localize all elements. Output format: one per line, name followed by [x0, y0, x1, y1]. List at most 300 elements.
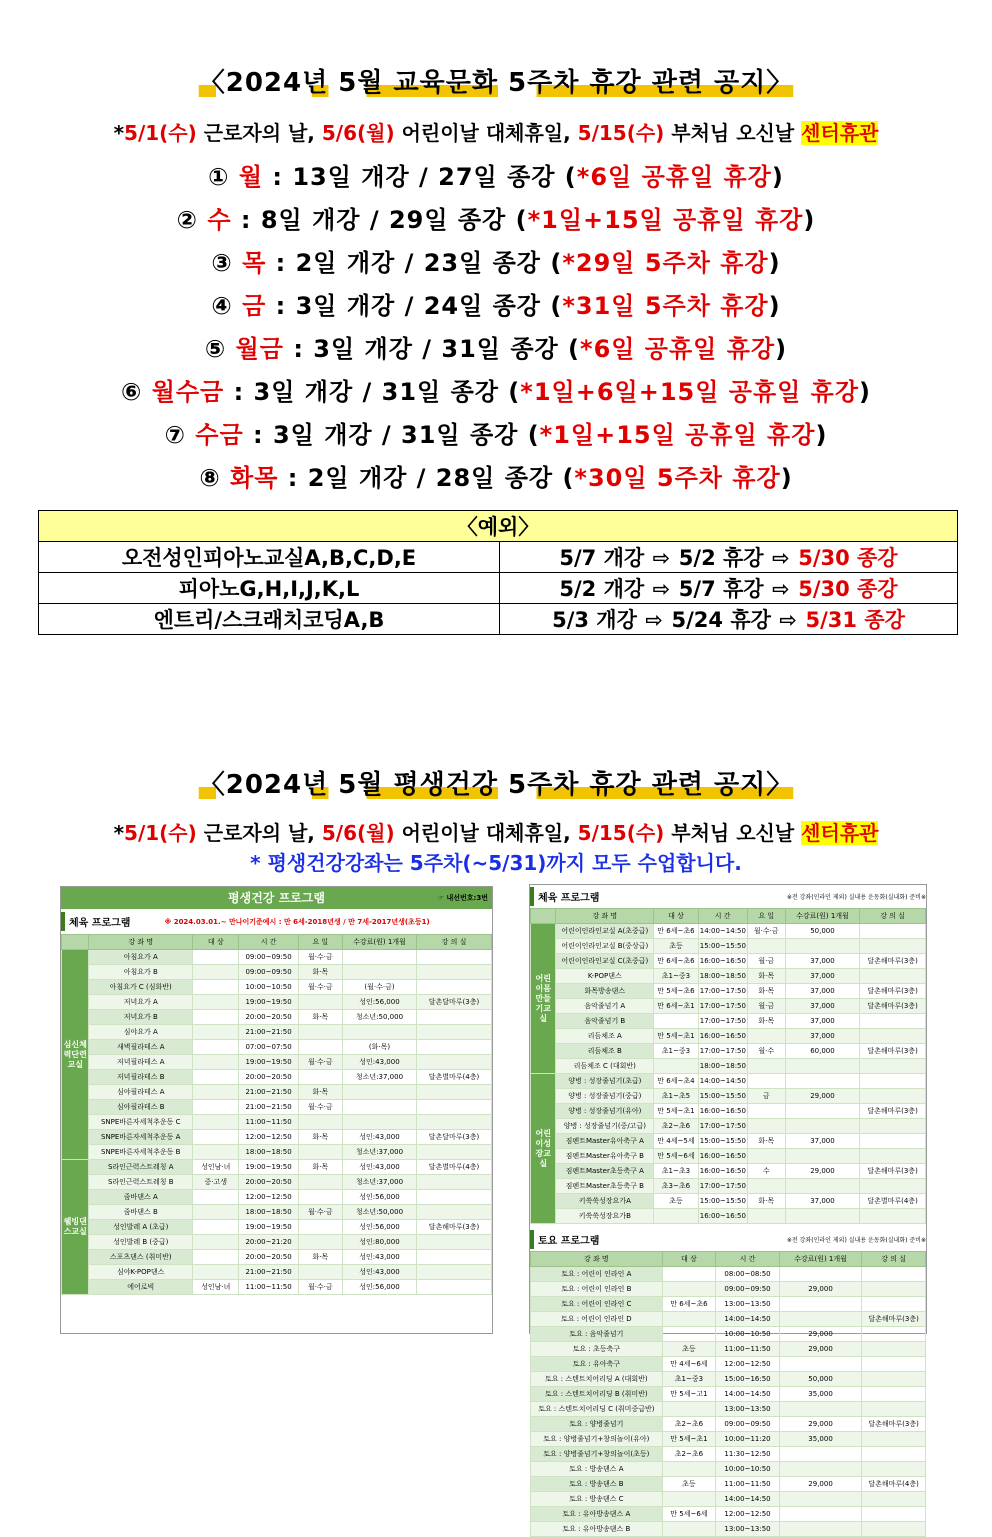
table-cell: 성인:43,000 — [343, 1250, 417, 1265]
table-cell: 토요 : 음악줄넘기 — [531, 1327, 663, 1342]
table-cell — [785, 1074, 859, 1089]
header-cell: 시 간 — [716, 1252, 780, 1267]
table-row — [531, 1507, 926, 1522]
table-cell: 심야필라테스 A — [89, 1085, 193, 1100]
table-row — [531, 1267, 926, 1282]
table-cell: 10:00~11:20 — [716, 1432, 780, 1447]
table-row — [531, 1432, 926, 1447]
table-cell: 10:00~10:50 — [716, 1462, 780, 1477]
table-cell — [343, 1025, 417, 1040]
table-cell: S라인근력스트레칭 A — [89, 1160, 193, 1175]
table-row — [62, 1280, 492, 1295]
table-cell: 월·수·금 — [298, 1205, 342, 1220]
table-cell: (화·목) — [343, 1040, 417, 1055]
table-cell: 짐펜트Master유아축구 B — [556, 1149, 654, 1164]
table-cell: 토요 : 방송댄스 B — [531, 1477, 663, 1492]
table-cell: 성인발레 A (초급) — [89, 1220, 193, 1235]
brochure-right — [529, 884, 927, 1533]
table-cell: 토요 : 어린이 인라인 A — [531, 1267, 663, 1282]
table-cell: 아침요가 B — [89, 965, 193, 980]
table-cell: 만 5세~초1 — [654, 1104, 699, 1119]
table-row — [62, 1145, 492, 1160]
schedule-line — [0, 458, 992, 493]
table-cell — [860, 1029, 926, 1044]
table-cell — [779, 1522, 861, 1537]
schedule-line — [0, 286, 992, 321]
table-cell: 12:00~12:50 — [716, 1357, 780, 1372]
table-cell: 초2~초6 — [662, 1417, 715, 1432]
table-cell: 화·목 — [298, 965, 342, 980]
table-cell — [862, 1462, 926, 1477]
table-cell: 어린이인라인교실 C(초중급) — [556, 954, 654, 969]
line-end: ) — [803, 206, 816, 234]
brochure-right-section2: 토요 프로그램 — [530, 1230, 603, 1249]
table-cell: 월·금 — [747, 954, 785, 969]
table-cell: 줌바댄스 B — [89, 1205, 193, 1220]
table-cell: SNPE바른자세척추운동 C — [89, 1115, 193, 1130]
table-cell: 21:00~21:50 — [239, 1100, 298, 1115]
table-cell — [654, 1014, 699, 1029]
table-row — [531, 1074, 926, 1089]
table-cell — [343, 1115, 417, 1130]
table-row — [62, 1040, 492, 1055]
table-cell: 달촌달마루(3층) — [416, 995, 491, 1010]
arrow-icon: ⇨ — [772, 546, 790, 570]
line-text: : 13일 개강 / 27일 종강 ( — [263, 163, 577, 191]
exception-row — [39, 573, 958, 604]
table-cell: 달촌해마루(3층) — [860, 984, 926, 999]
table-cell — [785, 1179, 859, 1194]
table-cell: 리듬체조 B — [556, 1044, 654, 1059]
table-cell: 월·수·금 — [298, 1100, 342, 1115]
table-row — [62, 1115, 492, 1130]
line-day: 월수금 — [151, 378, 225, 406]
table-cell: 어린이인라인교실 B(중상급) — [556, 939, 654, 954]
table-cell: 저녁요가 A — [89, 995, 193, 1010]
table-cell: 18:00~18:50 — [698, 969, 747, 984]
table-cell: 29,000 — [779, 1417, 861, 1432]
line-number: ⑦ — [164, 421, 196, 449]
table-cell — [747, 1104, 785, 1119]
table-cell: 청소년:37,000 — [343, 1145, 417, 1160]
table-row — [62, 1100, 492, 1115]
table-cell: 15:00~15:50 — [698, 1134, 747, 1149]
table-cell: 08:00~08:50 — [716, 1267, 780, 1282]
schedule-line — [0, 329, 992, 364]
line-note: *6일 공휴일 휴강 — [580, 335, 776, 363]
table-cell — [193, 1190, 239, 1205]
table-cell — [343, 950, 417, 965]
table-cell — [779, 1402, 861, 1417]
table-cell — [416, 950, 491, 965]
table-cell — [298, 1265, 342, 1280]
table-header-row — [531, 909, 926, 924]
table-cell: 11:00~11:50 — [716, 1477, 780, 1492]
table-cell — [193, 965, 239, 980]
table-cell — [298, 995, 342, 1010]
right-note2: ※전 강좌(인라인 제외) 실내용 운동화(실내화) 준비※ — [786, 1237, 926, 1244]
table-cell — [862, 1387, 926, 1402]
table-cell — [193, 1130, 239, 1145]
exception-name: 엔트리/스크래치코딩A,B — [39, 604, 500, 635]
line-note: *1일+15일 공휴일 휴강 — [539, 421, 816, 449]
table-cell — [416, 1010, 491, 1025]
table-cell: 만 6세~초6 — [662, 1297, 715, 1312]
table-cell: 화·목 — [747, 984, 785, 999]
table-cell: 키쑥쑥성장요가A — [556, 1194, 654, 1209]
table-cell — [343, 965, 417, 980]
table-cell: 리듬체조 C (대회반) — [556, 1059, 654, 1074]
line-number: ⑤ — [204, 335, 236, 363]
table-cell: 17:00~17:50 — [698, 999, 747, 1014]
table-row — [531, 1447, 926, 1462]
table-row — [531, 999, 926, 1014]
table-cell: 저녁필라테스 B — [89, 1070, 193, 1085]
table-cell — [862, 1342, 926, 1357]
table-cell: 만 4세~6세 — [662, 1357, 715, 1372]
table-cell — [860, 1179, 926, 1194]
table-row — [531, 1282, 926, 1297]
table-cell — [747, 1209, 785, 1224]
table-cell: 만 5세~초1 — [662, 1432, 715, 1447]
table-cell: SNPE바른자세척추운동 B — [89, 1145, 193, 1160]
table-cell: 달촌해마루(4층) — [862, 1477, 926, 1492]
table-cell — [298, 1145, 342, 1160]
table-cell — [416, 1205, 491, 1220]
table-cell: 심야필라테스 B — [89, 1100, 193, 1115]
table-cell: 초2~초6 — [662, 1447, 715, 1462]
exception-row — [39, 604, 958, 635]
table-cell: 화·목 — [747, 1014, 785, 1029]
line-text: : 2일 개강 / 23일 종강 ( — [266, 249, 563, 277]
right-program-table — [530, 908, 926, 1224]
header-cell: 요 일 — [747, 909, 785, 924]
table-cell: 중·고생 — [193, 1175, 239, 1190]
table-cell — [860, 1089, 926, 1104]
notice2-holiday-line: *5/1(수) 근로자의 날, 5/6(월) 어린이날 대체휴일, 5/15(수) 부처님 오신날 센터휴관 — [113, 821, 879, 845]
table-cell: 성인:56,000 — [343, 995, 417, 1010]
table-cell: 심야요가 A — [89, 1025, 193, 1040]
table-cell: 화목방송댄스 — [556, 984, 654, 999]
line-note: *1일+6일+15일 공휴일 휴강 — [520, 378, 860, 406]
notice2-blue-note: * 평생건강강좌는 5주차(~5/31)까지 모두 수업합니다. — [250, 851, 742, 875]
line-text: : 3일 개강 / 31일 종강 ( — [283, 335, 581, 363]
table-cell — [860, 1209, 926, 1224]
line-day: 월 — [238, 163, 264, 191]
end-date: 5/30 종강 — [790, 577, 898, 601]
table-row — [62, 1235, 492, 1250]
table-cell — [193, 1250, 239, 1265]
exception-dates — [500, 542, 958, 573]
table-cell — [862, 1372, 926, 1387]
table-cell: 달촌해마루(3층) — [862, 1312, 926, 1327]
header-cell: 강 좌 명 — [556, 909, 654, 924]
table-cell: K-POP댄스 — [556, 969, 654, 984]
table-cell: 성인남·녀 — [193, 1160, 239, 1175]
table-row — [62, 1025, 492, 1040]
table-cell — [416, 1055, 491, 1070]
end-date: 5/30 종강 — [790, 546, 898, 570]
table-cell: 13:00~13:50 — [716, 1522, 780, 1537]
table-row — [531, 1194, 926, 1209]
table-cell: 21:00~21:50 — [239, 1265, 298, 1280]
table-cell — [785, 1149, 859, 1164]
table-row — [62, 995, 492, 1010]
table-cell: 초1~초5 — [654, 1089, 699, 1104]
table-cell: 성인:80,000 — [343, 1235, 417, 1250]
table-cell: 성인:56,000 — [343, 1190, 417, 1205]
table-cell: 29,000 — [779, 1477, 861, 1492]
table-cell: 월·금 — [747, 999, 785, 1014]
header-cell: 강 의 실 — [416, 935, 491, 950]
table-cell: 월·수·금 — [747, 924, 785, 939]
table-cell: 달촌별마루(4층) — [416, 1160, 491, 1175]
table-cell: 15:00~16:50 — [716, 1372, 780, 1387]
table-cell — [862, 1432, 926, 1447]
notice1-title: 〈2024년 5월 교육문화 5주차 휴강 관련 공지〉 — [198, 68, 794, 98]
table-row — [62, 1265, 492, 1280]
table-row — [531, 939, 926, 954]
arrow-icon: ⇨ — [652, 546, 671, 570]
table-cell: 스포츠댄스 (취미반) — [89, 1250, 193, 1265]
table-cell: 만 6세~초1 — [654, 999, 699, 1014]
table-cell: 50,000 — [785, 924, 859, 939]
table-cell: 양병 : 성장줄넘기(초급) — [556, 1074, 654, 1089]
table-cell: 만 5세~6세 — [654, 1149, 699, 1164]
table-header-row — [531, 1252, 926, 1267]
line-note: *31일 5주차 휴강 — [562, 292, 769, 320]
table-cell — [298, 1025, 342, 1040]
table-cell: 달촌해마루(3층) — [416, 1220, 491, 1235]
table-cell: 화·목 — [298, 1130, 342, 1145]
table-cell: 심야K-POP댄스 — [89, 1265, 193, 1280]
table-cell — [193, 950, 239, 965]
left-program-table — [61, 934, 492, 1295]
table-cell: 35,000 — [779, 1387, 861, 1402]
table-cell: 양병 : 성장줄넘기(유아) — [556, 1104, 654, 1119]
table-cell — [416, 1190, 491, 1205]
table-cell: 금 — [747, 1089, 785, 1104]
exceptions-table — [38, 510, 958, 635]
table-cell: 양병 : 성장줄넘기(중/고급) — [556, 1119, 654, 1134]
table-cell: 줌바댄스 A — [89, 1190, 193, 1205]
table-cell — [193, 1040, 239, 1055]
table-cell — [747, 1119, 785, 1134]
table-cell: 37,000 — [785, 984, 859, 999]
line-note: *6일 공휴일 휴강 — [576, 163, 772, 191]
table-cell: 토요 : 스텐트치어리딩 B (취미반) — [531, 1387, 663, 1402]
table-row — [531, 1462, 926, 1477]
table-row — [531, 1522, 926, 1537]
table-cell — [860, 1149, 926, 1164]
right-note1: ※전 강좌(인라인 제외) 실내용 운동화(실내화) 준비※ — [786, 894, 926, 901]
table-cell: 성인:56,000 — [343, 1220, 417, 1235]
table-cell: 리듬체조 A — [556, 1029, 654, 1044]
table-cell: 11:30~12:50 — [716, 1447, 780, 1462]
table-cell: 09:00~09:50 — [239, 950, 298, 965]
table-cell: 12:00~12:50 — [239, 1130, 298, 1145]
table-cell: 토요 : 방송댄스 A — [531, 1462, 663, 1477]
table-cell: 성인:43,000 — [343, 1130, 417, 1145]
table-cell: 16:00~16:50 — [698, 1104, 747, 1119]
table-row — [531, 1402, 926, 1417]
table-cell — [193, 980, 239, 995]
table-row — [531, 1164, 926, 1179]
table-cell — [747, 1059, 785, 1074]
table-cell — [860, 939, 926, 954]
table-cell: 29,000 — [785, 1164, 859, 1179]
table-cell — [747, 1179, 785, 1194]
table-row — [62, 965, 492, 980]
table-cell: 초등 — [662, 1477, 715, 1492]
table-cell: 토요 : 양병줄넘기 — [531, 1417, 663, 1432]
table-cell: 음악줄넘기 A — [556, 999, 654, 1014]
notice1-holiday-line: *5/1(수) 근로자의 날, 5/6(월) 어린이날 대체휴일, 5/15(수) 부처님 오신날 센터휴관 — [113, 121, 879, 145]
line-day: 수 — [207, 206, 232, 234]
table-cell — [862, 1492, 926, 1507]
table-cell: 청소년:50,000 — [343, 1205, 417, 1220]
table-cell — [343, 1100, 417, 1115]
line-text: : 3일 개강 / 24일 종강 ( — [266, 292, 563, 320]
table-cell — [860, 1134, 926, 1149]
table-cell: 달촌해마루(3층) — [860, 999, 926, 1014]
table-row — [531, 1327, 926, 1342]
table-row — [62, 1070, 492, 1085]
table-cell — [860, 1014, 926, 1029]
table-cell: S라인근력스트레칭 B — [89, 1175, 193, 1190]
line-day: 목 — [242, 249, 267, 277]
line-number: ② — [176, 206, 208, 234]
table-cell — [779, 1297, 861, 1312]
table-cell: 성인남·녀 — [193, 1280, 239, 1295]
table-cell: 토요 : 양병줄넘기+창의놀이(초등) — [531, 1447, 663, 1462]
table-row — [531, 1342, 926, 1357]
table-row — [531, 1372, 926, 1387]
table-row — [62, 950, 492, 965]
group-label: 어린이몸만들기교실 — [531, 924, 556, 1074]
line-text: : 3일 개강 / 31일 종강 ( — [243, 421, 540, 449]
header-cell: 대 상 — [662, 1252, 715, 1267]
table-cell: 37,000 — [785, 1134, 859, 1149]
table-cell: 수 — [747, 1164, 785, 1179]
table-cell: 16:00~16:50 — [698, 954, 747, 969]
table-cell: 14:00~14:50 — [716, 1492, 780, 1507]
arrow-icon: ⇨ — [772, 577, 790, 601]
table-cell: 16:00~16:50 — [698, 1209, 747, 1224]
table-cell — [862, 1282, 926, 1297]
table-row — [62, 1175, 492, 1190]
table-cell: 21:00~21:50 — [239, 1085, 298, 1100]
table-row — [531, 924, 926, 939]
table-cell: 17:00~17:50 — [698, 1044, 747, 1059]
brochure-left-banner: 평생건강 프로그램 ☞ 내선번호:3번 — [61, 887, 492, 909]
table-cell: 20:00~21:20 — [239, 1235, 298, 1250]
table-row — [531, 1357, 926, 1372]
table-cell: 09:00~09:50 — [716, 1417, 780, 1432]
table-row — [531, 1119, 926, 1134]
table-cell: 토요 : 방송댄스 C — [531, 1492, 663, 1507]
table-cell — [343, 1085, 417, 1100]
table-cell: 초2~초6 — [654, 1119, 699, 1134]
table-cell: 초1~중3 — [654, 1044, 699, 1059]
table-row — [531, 1417, 926, 1432]
table-cell — [862, 1447, 926, 1462]
table-row — [531, 1059, 926, 1074]
table-cell: 저녁요가 B — [89, 1010, 193, 1025]
rest-date: 5/7 휴강 — [671, 577, 771, 601]
table-cell: 화·목 — [747, 969, 785, 984]
exception-dates — [500, 573, 958, 604]
table-cell: 29,000 — [779, 1342, 861, 1357]
line-note: *1일+15일 공휴일 휴강 — [527, 206, 804, 234]
arrow-icon: ⇨ — [779, 608, 797, 632]
header-cell — [62, 935, 89, 950]
group-label: 어린이성장교실 — [531, 1074, 556, 1224]
table-cell: 18:00~18:50 — [239, 1145, 298, 1160]
table-cell: 화·목 — [298, 1085, 342, 1100]
table-cell: 월·수·금 — [298, 980, 342, 995]
table-cell: 달촌해마루(3층) — [862, 1417, 926, 1432]
line-number: ① — [208, 163, 239, 191]
table-cell — [862, 1522, 926, 1537]
table-cell — [779, 1447, 861, 1462]
table-cell: 29,000 — [779, 1327, 861, 1342]
table-cell: 만 4세~5세 — [654, 1134, 699, 1149]
table-cell: 37,000 — [785, 1194, 859, 1209]
table-row — [62, 1205, 492, 1220]
group-label: 심신체력단련교실 — [62, 950, 89, 1160]
table-cell: 10:00~10:50 — [716, 1327, 780, 1342]
table-cell: 달촌해마루(3층) — [860, 954, 926, 969]
table-cell: 13:00~13:50 — [716, 1297, 780, 1312]
line-end: ) — [768, 249, 781, 277]
table-cell — [193, 995, 239, 1010]
table-row — [531, 1387, 926, 1402]
table-cell: 18:00~18:50 — [239, 1205, 298, 1220]
header-cell: 요 일 — [298, 935, 342, 950]
table-cell: 짐펜트Master초등축구 A — [556, 1164, 654, 1179]
table-cell: 13:00~13:50 — [716, 1402, 780, 1417]
table-cell: 양병 : 성장줄넘기(중급) — [556, 1089, 654, 1104]
table-cell: 20:00~20:50 — [239, 1010, 298, 1025]
header-cell: 시 간 — [239, 935, 298, 950]
table-cell: 달촌별마루(4층) — [860, 1194, 926, 1209]
table-cell — [193, 1055, 239, 1070]
table-cell: 60,000 — [785, 1044, 859, 1059]
table-cell — [779, 1492, 861, 1507]
table-cell — [779, 1507, 861, 1522]
table-cell: 15:00~15:50 — [698, 1194, 747, 1209]
table-cell: 19:00~19:50 — [239, 1055, 298, 1070]
table-cell: 11:00~11:50 — [239, 1280, 298, 1295]
table-cell — [416, 1250, 491, 1265]
table-cell — [416, 1235, 491, 1250]
table-row — [531, 1477, 926, 1492]
table-cell: 토요 : 어린이 인라인 B — [531, 1282, 663, 1297]
table-cell: 초1~중3 — [662, 1372, 715, 1387]
table-cell: 37,000 — [785, 999, 859, 1014]
table-cell: 초등 — [654, 939, 699, 954]
table-row — [531, 1312, 926, 1327]
table-cell — [416, 965, 491, 980]
table-cell — [193, 1145, 239, 1160]
line-end: ) — [771, 163, 784, 191]
table-cell — [654, 1059, 699, 1074]
table-cell: 37,000 — [785, 1014, 859, 1029]
table-row — [531, 1104, 926, 1119]
table-cell — [298, 1190, 342, 1205]
table-row — [531, 1044, 926, 1059]
